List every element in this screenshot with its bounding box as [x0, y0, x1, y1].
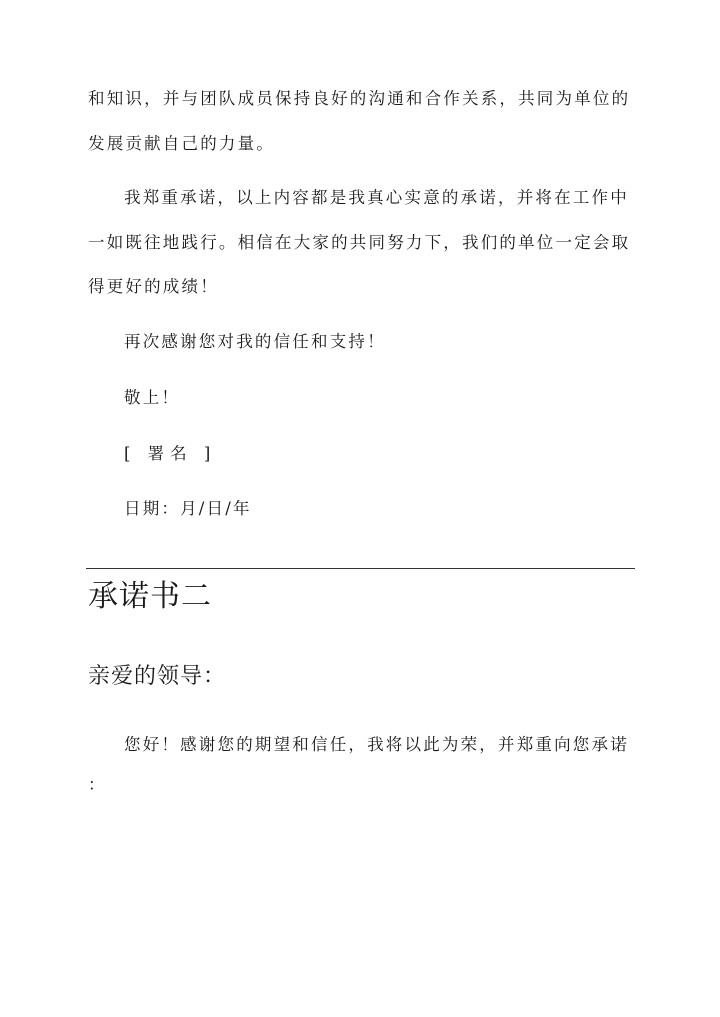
paragraph-line: 和知识，并与团队成员保持良好的沟通和合作关系，共同为单位的: [88, 89, 631, 108]
paragraph-line: 得更好的成绩！: [88, 277, 219, 296]
paragraph-line: 我郑重承诺，以上内容都是我真心实意的承诺，并将在工作中: [124, 188, 629, 207]
paragraph-line: ：: [88, 775, 105, 794]
salutation-heading: 亲爱的领导：: [88, 664, 227, 689]
closing-text: 敬上！: [124, 388, 181, 407]
section-divider: [86, 568, 635, 569]
date-placeholder: 日期：月/日/年: [124, 499, 252, 518]
section-title: 承诺书二: [88, 579, 212, 614]
signature-placeholder: [ 署名 ]: [124, 444, 217, 463]
paragraph-line: 发展贡献自己的力量。: [88, 134, 275, 153]
paragraph-line: 您好！感谢您的期望和信任，我将以此为荣，并郑重向您承诺: [124, 735, 629, 754]
paragraph-line: 一如既往地践行。相信在大家的共同努力下，我们的单位一定会取: [88, 233, 631, 252]
thanks-text: 再次感谢您对我的信任和支持！: [124, 332, 386, 351]
